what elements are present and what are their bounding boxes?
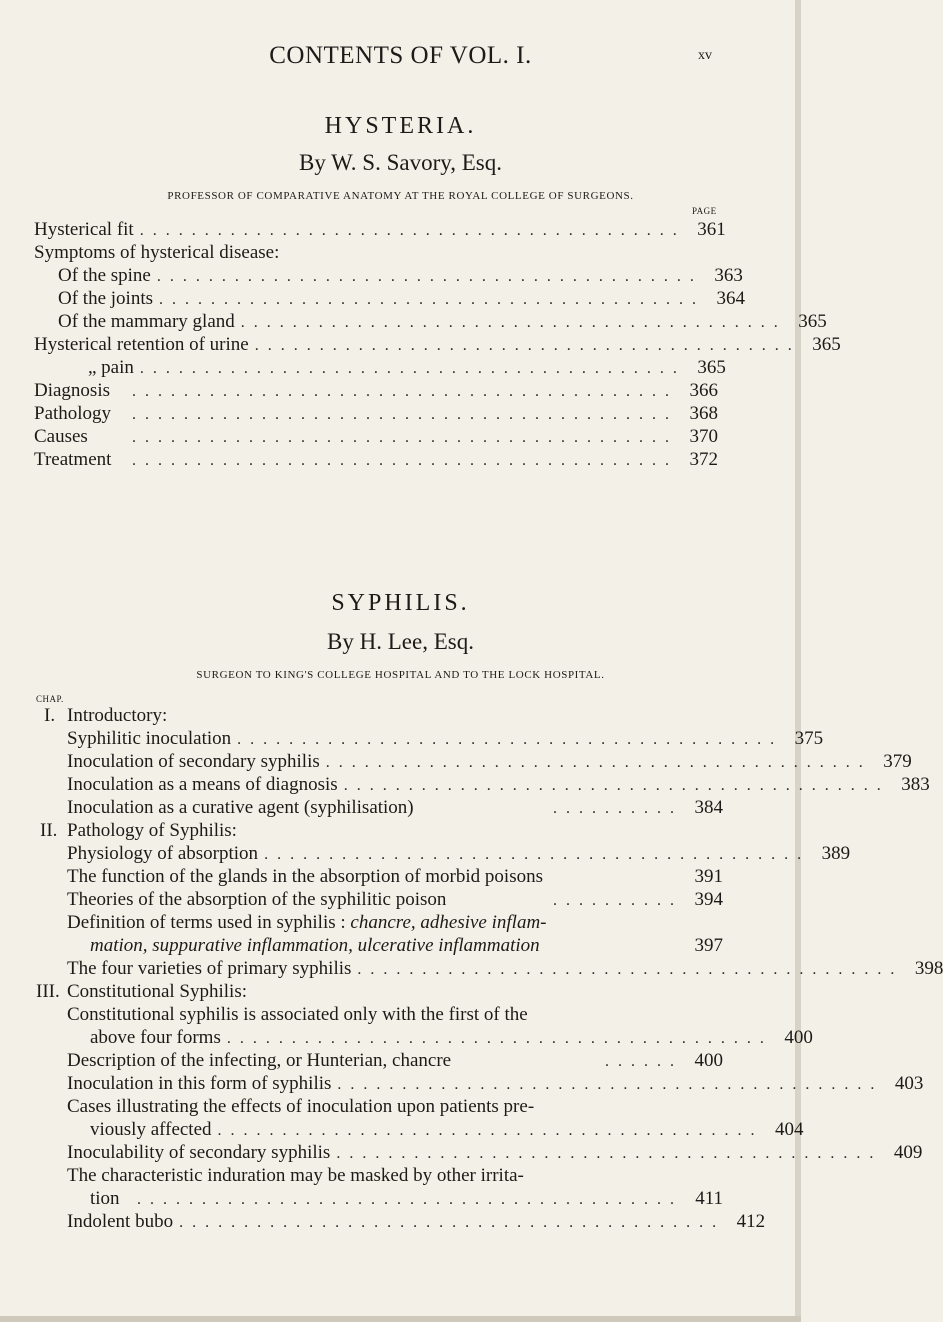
leader-dots: ..........................................	[217, 1122, 764, 1139]
syphilis-byline: By H. Lee, Esq.	[327, 629, 474, 654]
toc-entry-label: Hysterical retention of urine	[34, 334, 249, 355]
toc-entry	[67, 866, 723, 888]
toc-entry-page: 379	[883, 751, 912, 772]
toc-entry-label: Pathology	[34, 403, 112, 424]
chapter-numeral: II.	[40, 820, 58, 841]
toc-entry-label: Treatment	[34, 449, 112, 470]
toc-subheading: Symptoms of hysterical disease:	[34, 242, 280, 263]
toc-entry-page: 397	[694, 935, 723, 956]
toc-entry-label: Indolent bubo	[67, 1211, 174, 1232]
leader-dots: ..........................................	[337, 1076, 884, 1093]
leader-dots: ..........................................	[264, 846, 811, 863]
chapter-numeral: I.	[44, 705, 56, 726]
leader-dots: ......	[605, 1053, 683, 1070]
toc-entry-page: 370	[689, 426, 718, 447]
chapter-column-label: CHAP.	[36, 694, 64, 704]
toc-entry-label: Causes	[34, 426, 88, 447]
leader-dots: ..........................................	[237, 731, 784, 748]
toc-entry	[58, 311, 827, 333]
leader-dots: ..........................................	[156, 268, 703, 285]
toc-entry	[67, 1050, 723, 1072]
leader-dots: ..........................................	[159, 291, 705, 308]
leader-dots: ..........................................	[179, 1214, 726, 1231]
toc-entry	[34, 334, 841, 356]
toc-entry	[58, 265, 743, 287]
leader-dots: ..........................................	[132, 383, 678, 400]
toc-entry-label: Inoculation as a curative agent (syphilisation)	[67, 797, 414, 818]
toc-entry-label: Of the joints	[58, 288, 153, 309]
toc-entry-label: Inoculation of secondary syphilis	[67, 751, 320, 772]
toc-entry-page: 403	[894, 1073, 924, 1094]
hysteria-title: HYSTERIA.	[324, 113, 477, 139]
leader-dots: ..........................................	[240, 314, 787, 331]
toc-entry-page: 384	[694, 797, 723, 818]
syphilis-affiliation: SURGEON TO KING'S COLLEGE HOSPITAL AND TO THE LOCK HOSPITAL.	[196, 669, 605, 681]
toc-entry-label: Of the mammary gland	[58, 311, 235, 332]
running-header: CONTENTS OF VOL. I.	[269, 42, 532, 69]
toc-entry-page: 361	[697, 219, 726, 240]
toc-entry-label: Of the spine	[58, 265, 151, 286]
toc-entry	[34, 403, 718, 425]
toc-entry-page: 391	[694, 866, 723, 887]
toc-entry-page: 394	[694, 889, 723, 910]
toc-entry-page: 411	[695, 1188, 723, 1209]
toc-entry	[67, 843, 851, 865]
toc-entry-label: Inoculability of secondary syphilis	[67, 1142, 331, 1163]
leader-dots: ..........................................	[343, 777, 890, 794]
toc-entry	[34, 380, 718, 402]
leader-dots: ..........................................	[226, 1030, 773, 1047]
toc-entry	[90, 1119, 804, 1141]
hysteria-byline: By W. S. Savory, Esq.	[299, 150, 502, 175]
leader-dots: ..........................................	[336, 1145, 883, 1162]
toc-entry	[67, 889, 723, 911]
toc-entry-label-part: Definition of terms used in syphilis :	[67, 912, 346, 933]
toc-entry-label: tion	[90, 1188, 120, 1209]
toc-entry-label	[67, 912, 547, 934]
toc-entry	[67, 1211, 766, 1233]
toc-entry-page: 375	[794, 728, 824, 749]
toc-entry-label: The characteristic induration may be masked by other irrita-	[67, 1165, 524, 1186]
leader-dots: ..........	[553, 892, 683, 909]
toc-entry-page: 412	[736, 1211, 766, 1232]
toc-entry-label: Description of the infecting, or Hunterian, chancre	[67, 1050, 452, 1071]
toc-entry-page: 383	[901, 774, 930, 795]
leader-dots: ..........................................	[139, 360, 686, 377]
toc-entry-label: Cases illustrating the effects of inoculation upon patients pre-	[67, 1096, 535, 1117]
leader-dots: ..........................................	[357, 961, 904, 978]
toc-entry-label-italic: chancre, adhesive inflam-	[350, 912, 547, 933]
toc-entry-page: 398	[914, 958, 943, 979]
leader-dots: ..........................................	[137, 1191, 683, 1208]
toc-entry-page: 389	[821, 843, 851, 864]
toc-entry	[34, 449, 718, 471]
chapter-heading: Constitutional Syphilis:	[67, 981, 247, 1002]
leader-dots: ..........	[553, 800, 683, 817]
toc-entry	[34, 426, 718, 448]
toc-entry-label: Constitutional syphilis is associated only with the first of the	[67, 1004, 528, 1025]
syphilis-title: SYPHILIS.	[331, 590, 470, 616]
toc-entry	[90, 935, 723, 957]
toc-entry	[58, 288, 745, 310]
toc-entry	[67, 958, 943, 980]
chapter-heading: Introductory:	[67, 705, 168, 726]
toc-entry-label-italic: mation, suppurative inflammation, ulcerative inflammation	[90, 935, 540, 956]
leader-dots: ..........................................	[132, 452, 678, 469]
toc-entry-page: 366	[689, 380, 718, 401]
toc-entry	[67, 1073, 924, 1095]
toc-entry-page: 409	[893, 1142, 923, 1163]
toc-entry-label: Physiology of absorption	[67, 843, 259, 864]
toc-entry-label: Inoculation as a means of diagnosis	[67, 774, 338, 795]
toc-entry-page: 364	[716, 288, 745, 309]
toc-entry	[67, 1142, 923, 1164]
toc-entry-label: Diagnosis	[34, 380, 110, 401]
toc-entry-page: 365	[697, 357, 726, 378]
page-folio: xv	[698, 48, 712, 63]
toc-entry-label: above four forms	[90, 1027, 221, 1048]
toc-entry	[90, 1027, 813, 1049]
toc-entry	[88, 357, 726, 379]
toc-entry-page: 365	[812, 334, 841, 355]
toc-entry	[90, 1188, 723, 1210]
toc-entry-page: 400	[694, 1050, 723, 1071]
toc-entry-label: Syphilitic inoculation	[67, 728, 232, 749]
toc-entry-label	[90, 935, 540, 957]
leader-dots: ..........................................	[132, 429, 678, 446]
page-column-label: PAGE	[692, 206, 717, 216]
toc-entry	[34, 219, 726, 241]
leader-dots: ..........................................	[325, 754, 872, 771]
toc-entry	[67, 774, 930, 796]
toc-entry-label: „ pain	[88, 357, 134, 378]
chapter-numeral: III.	[36, 981, 60, 1002]
hysteria-affiliation: PROFESSOR OF COMPARATIVE ANATOMY AT THE ROYAL COLLEGE OF SURGEONS.	[167, 190, 634, 202]
toc-entry-page: 404	[775, 1119, 804, 1140]
leader-dots: ..........................................	[254, 337, 801, 354]
chapter-heading: Pathology of Syphilis:	[67, 820, 237, 841]
toc-entry-page: 368	[689, 403, 718, 424]
toc-entry-label: Hysterical fit	[34, 219, 134, 240]
page-bottom-edge	[0, 1316, 801, 1322]
toc-entry-label: The four varieties of primary syphilis	[67, 958, 352, 979]
toc-entry-label: The function of the glands in the absorption of morbid poisons	[67, 866, 543, 887]
toc-entry-label: Inoculation in this form of syphilis	[67, 1073, 332, 1094]
toc-entry	[67, 751, 912, 773]
toc-entry-page: 363	[714, 265, 743, 286]
toc-entry	[67, 797, 723, 819]
toc-entry-label: Theories of the absorption of the syphilitic poison	[67, 889, 447, 910]
toc-entry-page: 372	[689, 449, 718, 470]
leader-dots: ..........................................	[139, 222, 686, 239]
leader-dots: ..........................................	[132, 406, 678, 423]
toc-entry-page: 400	[784, 1027, 813, 1048]
toc-entry-label: viously affected	[90, 1119, 212, 1140]
toc-entry	[67, 728, 824, 750]
toc-entry-page: 365	[798, 311, 827, 332]
